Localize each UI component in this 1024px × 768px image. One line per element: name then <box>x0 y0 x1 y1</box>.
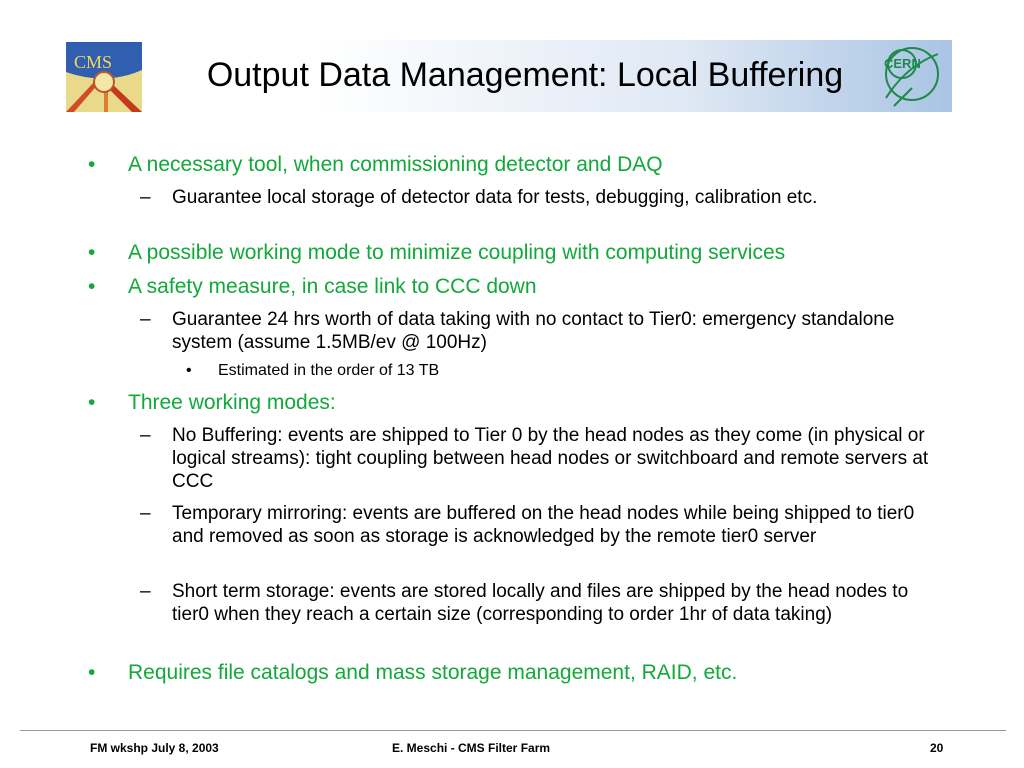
cms-logo-text: CMS <box>74 52 113 72</box>
sub-bullet-text: Guarantee local storage of detector data for tests, debugging, calibration etc. <box>172 187 818 208</box>
dash-marker: – <box>140 581 151 602</box>
dash-marker: – <box>140 503 151 524</box>
dash-marker: – <box>140 187 151 208</box>
bullet-marker: • <box>88 241 96 264</box>
bullet-marker: • <box>88 153 96 176</box>
footer-event: FM wkshp July 8, 2003 <box>90 741 219 755</box>
sub-bullet-text: Guarantee 24 hrs worth of data taking with no contact to Tier0: emergency standalone system (assume 1.5MB/ev @ 100Hz) <box>172 309 895 353</box>
bullet-marker: • <box>88 661 96 684</box>
footer-author: E. Meschi - CMS Filter Farm <box>392 741 551 755</box>
bullet-text: A necessary tool, when commissioning detector and DAQ <box>128 153 663 176</box>
sub-bullet-text: No Buffering: events are shipped to Tier 0 by the head nodes as they come (in physical or logical streams): tight coupling between head nodes or switchboard and remote servers at CCC <box>172 425 929 492</box>
bullet-text: Requires file catalogs and mass storage management, RAID, etc. <box>128 661 738 684</box>
sub-bullet-text: Short term storage: events are stored locally and files are shipped by the head nodes to tier0 when they reach a certain size (corresponding to order 1hr of data taking) <box>172 581 909 625</box>
footer-divider <box>20 730 1006 731</box>
bullet-text: A safety measure, in case link to CCC down <box>128 275 537 298</box>
bullet-text: A possible working mode to minimize coupling with computing services <box>128 241 786 264</box>
sub-sub-bullet-text: Estimated in the order of 13 TB <box>218 362 440 379</box>
sub-bullet-text: Temporary mirroring: events are buffered on the head nodes while being shipped to tier0 and removed as soon as storage is acknowledged by the remote tier0 server <box>172 503 915 547</box>
dot-marker: • <box>186 362 192 379</box>
bullet-marker: • <box>88 275 96 298</box>
dash-marker: – <box>140 309 151 330</box>
bullet-marker: • <box>88 391 96 414</box>
cern-logo-text: CERN <box>884 56 921 71</box>
slide-title: Output Data Management: Local Buffering <box>206 56 844 94</box>
page-number: 20 <box>930 741 944 755</box>
bullet-text: Three working modes: <box>128 391 336 414</box>
dash-marker: – <box>140 425 151 446</box>
